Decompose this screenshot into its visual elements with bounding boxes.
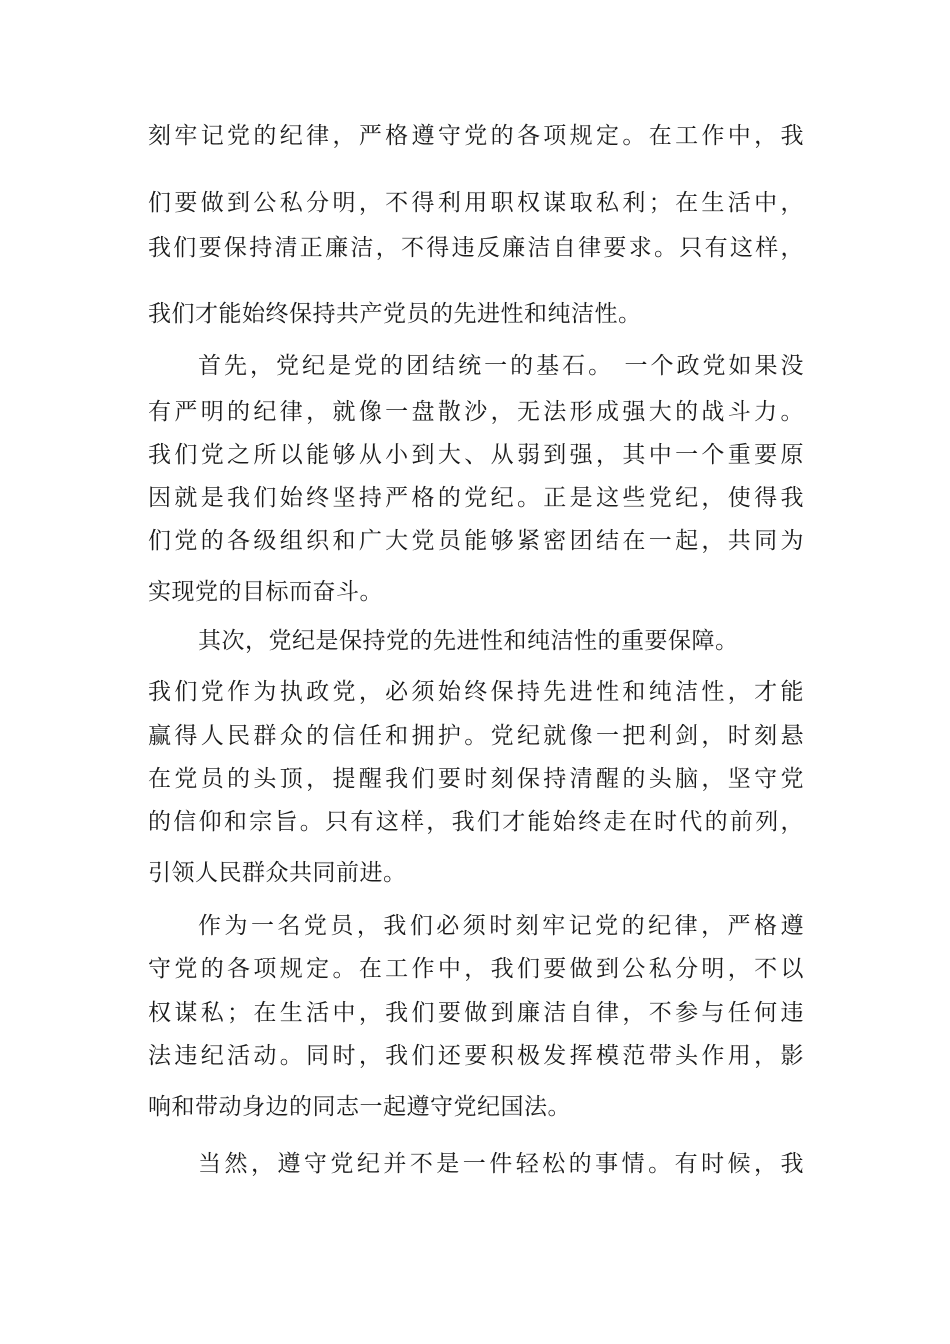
text-line: 我们才能始终保持共产党员的先进性和纯洁性。 — [148, 301, 642, 327]
text-line: 权谋私；在生活中，我们要做到廉洁自律，不参与任何违 — [148, 1000, 804, 1026]
text-line: 在党员的头顶，提醒我们要时刻保持清醒的头脑，坚守党 — [148, 766, 804, 792]
text-line: 我们党作为执政党，必须始终保持先进性和纯洁性，才能 — [148, 679, 804, 705]
text-line: 我们要保持清正廉洁，不得违反廉洁自律要求。只有这样， — [148, 235, 804, 261]
text-line: 赢得人民群众的信任和拥护。党纪就像一把利剑，时刻悬 — [148, 723, 804, 749]
text-line: 实现党的目标而奋斗。 — [148, 579, 383, 605]
text-line: 刻牢记党的纪律，严格遵守党的各项规定。在工作中，我 — [148, 123, 804, 149]
paragraph-first-line: 首先，党纪是党的团结统一的基石。 一个政党如果没 — [198, 353, 804, 379]
text-line: 们要做到公私分明，不得利用职权谋取私利；在生活中， — [148, 190, 804, 216]
text-line: 的信仰和宗旨。只有这样，我们才能始终走在时代的前列， — [148, 809, 804, 835]
paragraph-first-line: 作为一名党员，我们必须时刻牢记党的纪律，严格遵 — [198, 913, 804, 939]
text-line: 因就是我们始终坚持严格的党纪。正是这些党纪，使得我 — [148, 485, 804, 511]
paragraph-first-line: 当然，遵守党纪并不是一件轻松的事情。有时候，我 — [198, 1151, 804, 1177]
text-line: 们党的各级组织和广大党员能够紧密团结在一起，共同为 — [148, 528, 804, 554]
text-line: 引领人民群众共同前进。 — [148, 860, 407, 886]
text-line: 法违纪活动。同时，我们还要积极发挥模范带头作用，影 — [148, 1043, 804, 1069]
text-line: 响和带动身边的同志一起遵守党纪国法。 — [148, 1094, 571, 1120]
paragraph-first-line: 其次，党纪是保持党的先进性和纯洁性的重要保障。 — [198, 628, 739, 654]
text-line: 我们党之所以能够从小到大、从弱到强，其中一个重要原 — [148, 442, 804, 468]
text-line: 有严明的纪律，就像一盘散沙，无法形成强大的战斗力。 — [148, 399, 804, 425]
text-line: 守党的各项规定。在工作中，我们要做到公私分明，不以 — [148, 956, 804, 982]
